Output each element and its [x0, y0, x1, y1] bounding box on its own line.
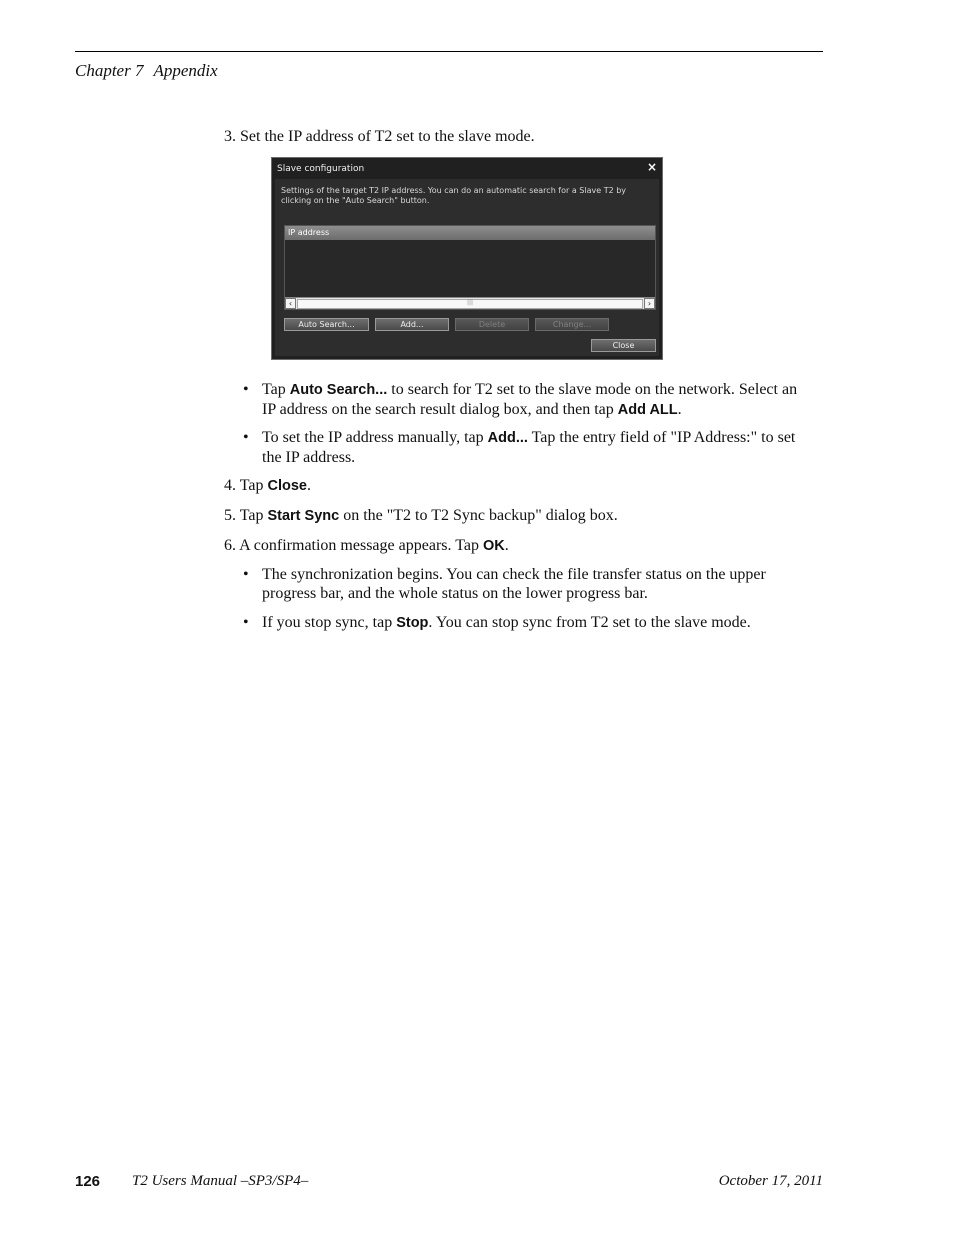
dialog-title: Slave configuration [277, 164, 365, 174]
ui-term-auto-search: Auto Search... [289, 382, 388, 398]
grip-icon: ||| [467, 299, 474, 306]
header-rule [75, 51, 823, 52]
ui-term-start-sync: Start Sync [267, 508, 340, 524]
change-button[interactable]: Change... [535, 318, 609, 331]
step-5: 5. Tap Start Sync on the "T2 to T2 Sync backup" dialog box. [224, 507, 618, 524]
publication-date: October 17, 2011 [718, 1173, 823, 1189]
ui-term-ok: OK [482, 538, 505, 554]
step-6: 6. A confirmation message appears. Tap OK. [224, 537, 509, 554]
dialog-description: Settings of the target T2 IP address. You can do an automatic search for a Slave T2 by clicking on the "Auto Search" button. [281, 186, 627, 205]
add-button[interactable]: Add... [375, 318, 449, 331]
section-label: Appendix [153, 61, 218, 80]
bullet-dot: • [243, 429, 249, 446]
ui-term-add-all: Add ALL [617, 402, 678, 418]
slave-configuration-dialog [271, 157, 663, 360]
ip-address-list[interactable] [284, 225, 656, 310]
bullet-dot: • [243, 381, 249, 398]
bullet-stop-sync: • If you stop sync, tap Stop. You can stop sync from T2 set to the slave mode. [243, 614, 751, 631]
bullet-auto-search: • Tap Auto Search... to search for T2 set to the slave mode on the network. Select an IP address on the search result dialog box, and then tap Add ALL. [243, 381, 798, 418]
step-3: 3. Set the IP address of T2 set to the slave mode. [224, 128, 535, 145]
close-button[interactable]: Close [591, 339, 656, 352]
page-number: 126 [75, 1173, 101, 1190]
horizontal-scrollbar[interactable] [285, 297, 655, 309]
step-4: 4. Tap Close. [224, 477, 311, 494]
scroll-left-icon[interactable]: ‹ [285, 298, 296, 309]
bullet-dot: • [243, 566, 249, 583]
bullet-sync-begins: • The synchronization begins. You can check the file transfer status on the upper progress bar, and the whole status on the lower progress bar. [243, 566, 766, 602]
delete-button[interactable]: Delete [455, 318, 529, 331]
ui-term-stop: Stop [396, 615, 429, 631]
ui-term-add: Add... [487, 430, 528, 446]
bullet-manual-add: • To set the IP address manually, tap Add... Tap the entry field of "IP Address:" to set the IP address. [243, 429, 796, 466]
bullet-dot: • [243, 614, 249, 631]
ui-term-close: Close [267, 478, 307, 494]
manual-title: T2 Users Manual –SP3/SP4– [132, 1173, 309, 1189]
scroll-right-icon[interactable]: › [644, 298, 655, 309]
close-icon[interactable]: × [646, 160, 657, 174]
column-header-ip-address[interactable]: IP address [285, 226, 655, 240]
auto-search-button[interactable]: Auto Search... [284, 318, 369, 331]
chapter-heading [75, 61, 218, 81]
dialog-body [275, 179, 659, 356]
chapter-label: Chapter 7 [75, 61, 144, 80]
